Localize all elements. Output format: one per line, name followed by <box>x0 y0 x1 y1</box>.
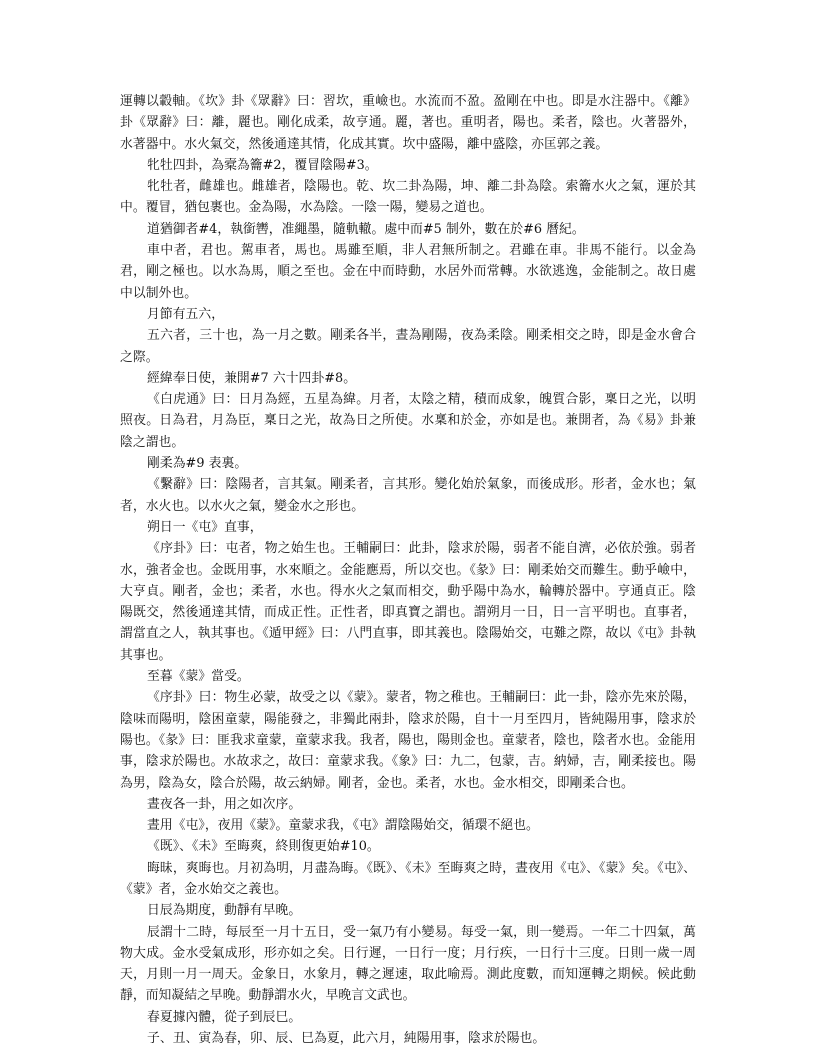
paragraph: 運轉以轂軸。《坎》卦《眾辭》曰：習坎，重嶮也。水流而不盈。盈剛在中也。即是水注器中。《離》卦《眾辭》曰：離，麗也。剛化成柔，故亨通。麗，著也。重明者，陽也。柔者，陰也。火著器外，水著器中。水火氣交，然後通達其情，化成其實。坎中盛陽，離中盛陰，亦匡郭之義。 <box>120 94 696 152</box>
paragraph: 至暮《蒙》當受。 <box>147 669 250 685</box>
paragraph: 《白虎通》曰：日月為經，五星為緯。月者，太陰之精，積而成象，魄質合影，稟日之光，以明照夜。日為君，月為臣，稟日之光，故為日之所使。水稟和於金，亦如是也。兼開者，為《易》卦兼陰之謂也。 <box>120 392 696 450</box>
paragraph: 牝牡四卦，為槖為籥#2，覆冒陰陽#3。 <box>147 157 378 173</box>
paragraph: 朔日一《屯》直事， <box>147 519 263 535</box>
paragraph: 日辰為期度，動靜有早晚。 <box>147 903 302 919</box>
paragraph: 子、丑、寅為春，卯、辰、巳為夏，此六月，純陽用事，陰求於陽也。 <box>147 1031 546 1047</box>
paragraph: 車中者，君也。駕車者，馬也。馬雖至順，非人君無所制之。君雖在車。非馬不能行。以金為君，剛之極也。以水為馬，順之至也。金在中而時動，水居外而常轉。水欲逃逸，金能制之。故日處中以制外也。 <box>120 243 696 301</box>
paragraph: 春夏據內體，從子到辰巳。 <box>147 1009 302 1025</box>
paragraph: 辰謂十二時，每辰至一月十五日，受一氣乃有小變易。每受一氣，則一變焉。一年二十四氣，萬物大成。金水受氣成形，形亦如之矣。日行遲，一日行一度；月行疾，一日行十三度。日則一歲一周天，月則一月一周天。金象日，水象月，轉之遲速，取此喻焉。測此度數，而知運轉之期候。候此動靜，而知凝結之早晚。動靜謂水火，早晚言文武也。 <box>120 924 696 1004</box>
paragraph: 《序卦》曰：物生必蒙，故受之以《蒙》。蒙者，物之稚也。王輔嗣曰：此一卦，陰亦先來於陽，陰味而陽明，陰困童蒙，陽能發之，非獨此兩卦，陰求於陽，自十一月至四月，皆純陽用事，陰求於陽也。《彖》曰：匪我求童蒙，童蒙求我。我者，陽也，陽則金也。童蒙者，陰也，陰者水也。金能用事，陰求於陽也。水故求之，故曰：童蒙求我。《象》曰：九二，包蒙，吉。納婦，吉，剛柔接也。陽為男，陰為女，陰合於陽，故云納婦。剛者，金也。柔者，水也。金水相交，即剛柔合也。 <box>120 690 696 791</box>
paragraph: 經緯奉日使，兼開#7 六十四卦#8。 <box>147 370 357 386</box>
paragraph: 晦昧，爽晦也。月初為明，月盡為晦。《既》、《未》至晦爽之時，晝夜用《屯》、《蒙》矣。《屯》、《蒙》者，金水始交之義也。 <box>120 860 696 897</box>
paragraph: 月節有五六， <box>147 306 225 322</box>
paragraph: 晝夜各一卦，用之如次序。 <box>147 796 302 812</box>
paragraph: 《既》、《未》至晦爽，終則復更始#10。 <box>147 839 380 855</box>
paragraph: 《序卦》曰：屯者，物之始生也。王輔嗣曰：此卦，陰求於陽，弱者不能自濟，必依於強。弱者水，強者金也。金既用事，水來順之。金能應焉，所以交也。《彖》曰：剛柔始交而難生。動乎嶮中，大亨貞。剛者，金也；柔者，水也。得水火之氣而相交，動乎陽中為水，輪轉於器中。亨通貞正。陰陽既交，然後通達其情，而成正性。正性者，即真寶之謂也。謂朔月一日，日一言平明也。直事者，謂當直之人，執其事也。《遁甲經》曰：八門直事，即其義也。陰陽始交，屯難之際，故以《屯》卦執其事也。 <box>120 541 696 663</box>
document-page <box>120 91 696 1049</box>
paragraph: 剛柔為#9 表裏。 <box>147 456 248 472</box>
paragraph: 晝用《屯》，夜用《蒙》。童蒙求我，《屯》謂陰陽始交，循環不絕也。 <box>147 818 539 834</box>
paragraph: 《繫辭》曰：陰陽者，言其氣。剛柔者，言其形。變化始於氣象，而後成形。形者，金水也；氣者，水火也。以水火之氣，變金水之形也。 <box>120 477 696 514</box>
paragraph: 五六者，三十也，為一月之數。剛柔各半，晝為剛陽，夜為柔陰。剛柔相交之時，即是金水會合之際。 <box>120 328 696 365</box>
paragraph: 道猶御者#4，執銜轡，准繩墨，隨軌轍。處中而#5 制外，數在於#6 曆紀。 <box>147 221 585 237</box>
paragraph: 牝牡者，雌雄也。雌雄者，陰陽也。乾、坎二卦為陽，坤、離二卦為陰。索籥水火之氣，運於其中。覆冒，猶包裹也。金為陽，水為陰。一陰一陽，變易之道也。 <box>120 179 696 216</box>
